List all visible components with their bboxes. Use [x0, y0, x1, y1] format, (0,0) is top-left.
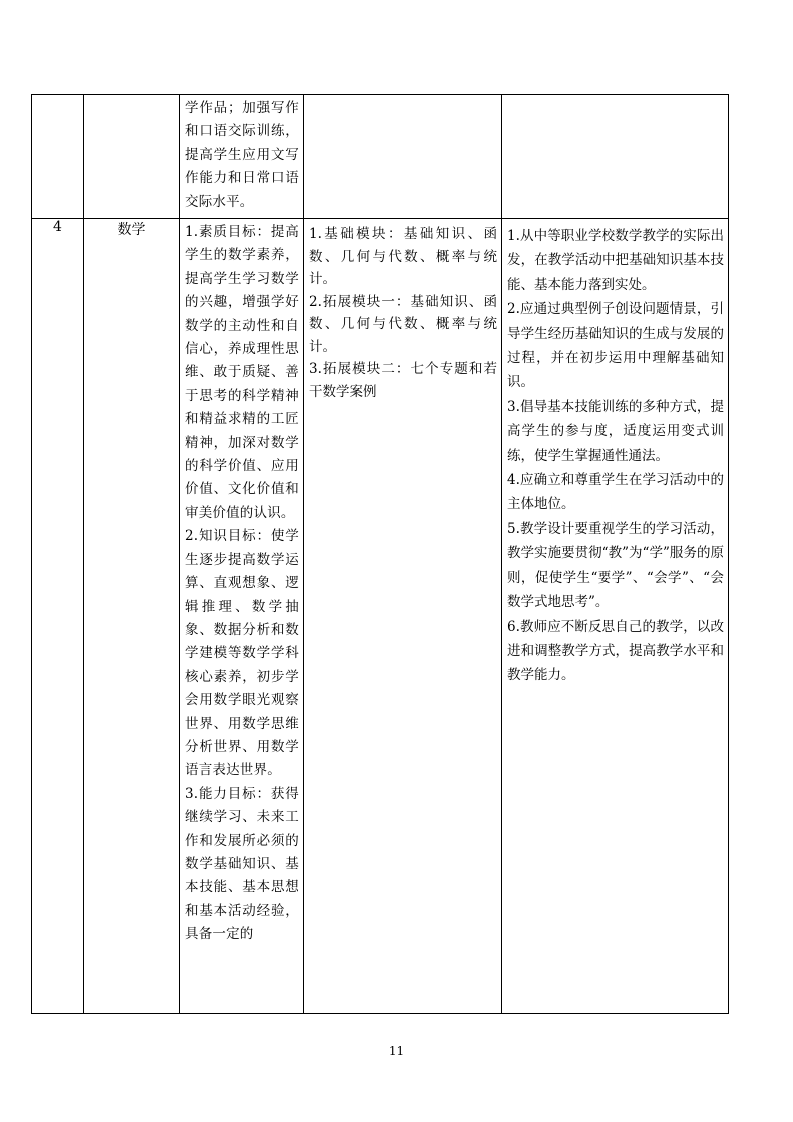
goal-ability: 3.能力目标：获得继续学习、未来工作和发展所必须的数学基础知识、基本技能、基本思想和基本活动经验，具备一定的 — [185, 785, 299, 943]
requirement-item: 3.倡导基本技能训练的多种方式，提高学生的参与度，适度运用变式训练，使学生掌握通性通法。 — [507, 398, 724, 464]
goal-quality: 1.素质目标：提高学生的数学素养，提高学生学习数学的兴趣，增强学好数学的主动性和自信心，养成理性思维、敢于质疑、善于思考的科学精神和精益求精的工匠精神，加深对数学的科学价值、应用价值、文化价值和审美价值的认识。 — [185, 224, 299, 521]
cell-goals — [180, 219, 304, 1014]
requirement-item: 5.教学设计要重视学生的学习活动，教学实施要贯彻“教”为“学”服务的原则，促使学生“要学”、“会学”、“会数学式地思考”。 — [507, 520, 724, 611]
content-basic-module: 1.基础模块：基础知识、函数、几何与代数、概率与统计。 — [309, 226, 497, 287]
cell-number — [32, 219, 84, 1014]
goals-text — [180, 219, 303, 947]
cell-requirements — [502, 219, 729, 1014]
requirement-item: 2.应通过典型例子创设问题情景，引导学生经历基础知识的生成与发展的过程，并在初步运用中理解基础知识。 — [507, 301, 724, 391]
cell-content-empty — [304, 95, 502, 219]
curriculum-table — [31, 94, 729, 1014]
table-row-continued — [32, 95, 729, 219]
requirement-item: 4.应确立和尊重学生在学习活动中的主体地位。 — [507, 472, 724, 513]
row-number: 4 — [53, 219, 62, 235]
page-number: 11 — [388, 1044, 405, 1058]
goal-knowledge: 2.知识目标：使学生逐步提高数学运算、直观想象、逻辑推理、数学抽象、数据分析和数学建模等数学学科核心素养，初步学会用数学眼光观察世界、用数学思维分析世界、用数学语言表达世界。 — [185, 528, 299, 779]
content-text — [304, 219, 501, 403]
cell-subject-empty — [84, 95, 180, 219]
content-extension-two: 3.拓展模块二：七个专题和若干数学案例 — [309, 361, 497, 400]
goals-continued-text: 学作品；加强写作和口语交际训练，提高学生应用文写作能力和日常口语交际水平。 — [185, 100, 299, 210]
requirement-item: 1.从中等职业学校数学教学的实际出发，在教学活动中把基础知识基本技能、基本能力落到实处。 — [507, 228, 724, 293]
cell-subject — [84, 219, 180, 1014]
subject-name: 数学 — [117, 222, 146, 238]
cell-number-empty — [32, 95, 84, 219]
cell-requirements-empty — [502, 95, 729, 219]
requirement-item: 6.教师应不断反思自己的教学，以改进和调整教学方式，提高教学水平和教学能力。 — [507, 618, 724, 684]
requirements-text — [502, 219, 728, 688]
table-row-math — [32, 219, 729, 1014]
content-extension-one: 2.拓展模块一：基础知识、函数、几何与代数、概率与统计。 — [309, 293, 497, 355]
cell-goals-continued — [180, 95, 304, 219]
cell-content — [304, 219, 502, 1014]
